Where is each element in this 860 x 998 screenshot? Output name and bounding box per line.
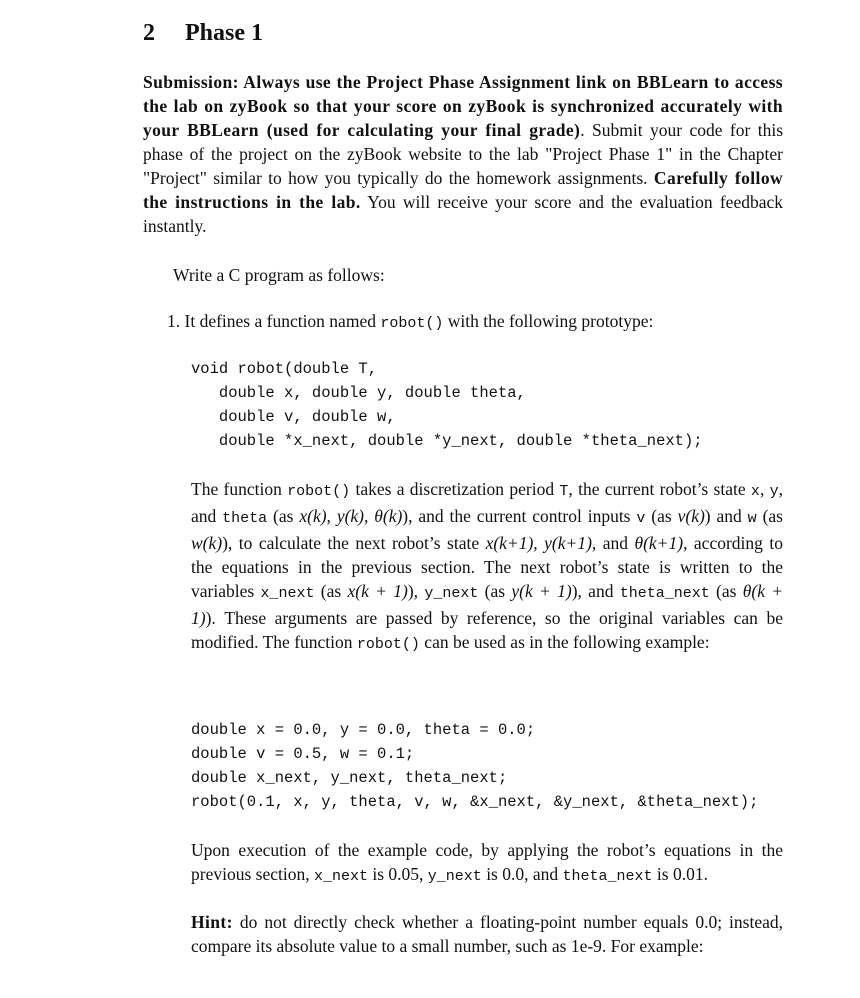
prototype-code xyxy=(191,357,703,453)
submission-text: . Submit your code for this phase of the project on the zyBook website to the lab "Project Phase 1" in the Chapter "Project" similar to how you typically do the homework assignments. xyxy=(143,120,783,188)
code-line: double v = 0.5, w = 0.1; xyxy=(191,745,415,763)
item-text-a: It defines a function named xyxy=(184,311,381,331)
hint-text: do not directly check whether a floating-point number equals 0.0; instead, compare its absolute value to a small number, such as 1e-9. For example: xyxy=(191,912,783,956)
submission-tail: You will receive your score and the evaluation feedback instantly. xyxy=(143,192,783,236)
code-line: robot(0.1, x, y, theta, v, w, &x_next, &y_next, &theta_next); xyxy=(191,793,759,811)
intro-line: Write a C program as follows: xyxy=(173,265,385,285)
hint-label: Hint: xyxy=(191,912,233,932)
example-code xyxy=(191,718,758,814)
result-paragraph: Upon execution of the example code, by applying the robot’s equations in the previous section, x_next is 0.05, y_next is 0.0, and theta_next is 0.01. xyxy=(191,840,783,885)
section-title: Phase 1 xyxy=(185,20,263,46)
code-line: double v, double w, xyxy=(191,408,396,426)
list-item-1 xyxy=(143,309,783,336)
item-number: 1. xyxy=(167,311,181,331)
section-number: 2 xyxy=(143,20,155,46)
hint-paragraph xyxy=(191,910,783,958)
description-paragraph: The function robot() takes a discretization period T, the current robot’s state x, y, and theta (as x(k), y(k), θ(k)), and the current control inputs v (as v(k)) and w (as w(k)), to calculate the next robot’s state x(k+1), y(k+1), and θ(k+1), according to the equations in the previous section. The next robot’s state is written to the variables x_next (as x(k + 1)), y_next (as y(k + 1)), and theta_next (as θ(k + 1)). These arguments are passed by reference, so the original variables can be modified. The function robot() can be used as in the following example: xyxy=(191,479,784,653)
item-text-b: with the following prototype: xyxy=(443,311,654,331)
fn-name: robot() xyxy=(380,315,444,332)
code-line: double x_next, y_next, theta_next; xyxy=(191,769,508,787)
code-line: double x = 0.0, y = 0.0, theta = 0.0; xyxy=(191,721,536,739)
submission-lead: Submission: Always use the Project Phase Assignment link on BBLearn to access the lab on zyBook so that your score on zyBook is synchronized accurately with your BBLearn (used for calculating your final grade) xyxy=(143,72,783,140)
submission-paragraph xyxy=(143,70,783,238)
section-heading xyxy=(143,20,263,47)
code-line: double x, double y, double theta, xyxy=(191,384,526,402)
code-line: void robot(double T, xyxy=(191,360,378,378)
code-line: double *x_next, double *y_next, double *theta_next); xyxy=(191,432,703,450)
submission-emphasis: Carefully follow the instructions in the lab. xyxy=(143,168,784,212)
